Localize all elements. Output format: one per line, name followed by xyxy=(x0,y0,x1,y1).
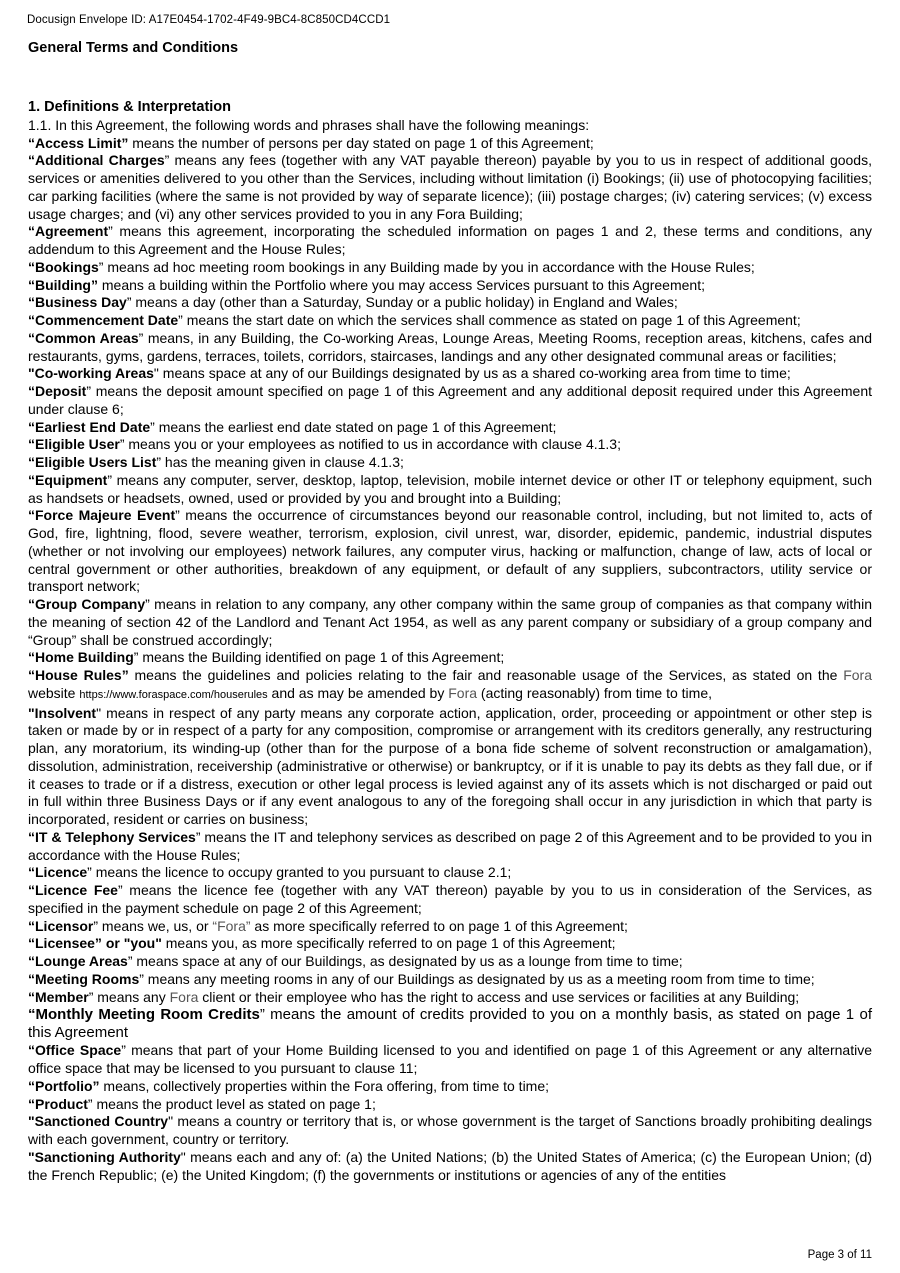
definition-monthly-credits xyxy=(28,1006,872,1042)
definition-house-rules xyxy=(28,667,872,705)
definition-text: ” means the amount of credits provided to you on a monthly basis, as stated on page 1 of this Agreement xyxy=(28,1006,872,1042)
definition-text: (acting reasonably) from time to time, xyxy=(477,684,713,701)
definitions-list-2 xyxy=(28,705,872,918)
definition-item xyxy=(28,330,872,366)
definition-term: “Home Building xyxy=(28,649,134,666)
definition-item xyxy=(28,223,872,259)
definition-text: ” means any meeting rooms in any of our Buildings as designated by us as a meeting room from time to time; xyxy=(139,970,815,987)
definitions-section xyxy=(28,99,872,1184)
definition-term: “Force Majeure Event xyxy=(28,507,176,524)
definition-item xyxy=(28,152,872,223)
definition-text: ” means the start date on which the services shall commence as stated on page 1 of this Agreement; xyxy=(178,312,801,328)
definition-term: “Licensee” or "you" xyxy=(28,935,162,952)
definition-text: ” means the licence to occupy granted to you pursuant to clause 2.1; xyxy=(87,864,512,881)
definition-text: ” has the meaning given in clause 4.1.3; xyxy=(156,454,404,470)
definition-text: ” means that part of your Home Building licensed to you and identified on page 1 of this Agreement or any alternative office space that may be licensed to you pursuant to clause 11; xyxy=(28,1042,872,1076)
definition-text: " means each and any of: (a) the United Nations; (b) the United States of America; (c) the European Union; (d) the French Republic; (e) the United Kingdom; (f) the governments or institutions or agencies of any of the entities xyxy=(28,1148,872,1183)
definition-text: ” means we, us, or xyxy=(93,917,213,934)
definition-licensor xyxy=(28,918,872,936)
definition-text: ” means in relation to any company, any other company within the same group of companies as that company within the meaning of section 42 of the Landlord and Tenant Act 1954, as well as any parent company or subsidiary of a group company and “Group” shall be construed accordingly; xyxy=(28,596,872,648)
definition-item xyxy=(28,596,872,649)
definition-text: ” means any xyxy=(88,988,170,1005)
definition-item xyxy=(28,935,872,953)
definition-item xyxy=(28,312,872,330)
definition-term: “Earliest End Date xyxy=(28,418,151,435)
definition-text: ” means the Building identified on page 1 of this Agreement; xyxy=(133,649,505,666)
fora-name: Fora xyxy=(169,988,199,1005)
definition-term: "Insolvent xyxy=(28,704,97,721)
definition-item xyxy=(28,135,872,153)
definition-term: “Licence xyxy=(28,864,88,881)
definition-term: “Equipment xyxy=(28,471,108,488)
definition-term: “Deposit xyxy=(28,383,87,399)
definition-text: website xyxy=(28,684,80,701)
definition-term: “House Rules” xyxy=(28,667,129,683)
definition-text: ” means, in any Building, the Co-working Areas, Lounge Areas, Meeting Rooms, reception areas, kitchens, cafes and restaurants, gyms, gardens, terraces, toilets, corridors, staircases, landings and any other designated communal areas or facilities; xyxy=(28,329,872,364)
definition-text: ” means the deposit amount specified on page 1 of this Agreement and any additional deposit required under this Agreement under clause 6; xyxy=(28,383,872,417)
fora-name: Fora xyxy=(843,667,872,683)
definition-term: "Sanctioned Country xyxy=(28,1113,169,1130)
definition-term: “Eligible Users List xyxy=(28,454,157,470)
section-heading: 1. Definitions & Interpretation xyxy=(28,99,232,115)
definition-item xyxy=(28,971,872,989)
definition-item xyxy=(28,365,872,383)
definition-text: ” means you or your employees as notified to us in accordance with clause 4.1.3; xyxy=(119,436,621,453)
definition-term: “Meeting Rooms xyxy=(28,970,140,987)
definition-text: ” means any computer, server, desktop, laptop, television, mobile internet device or other IT or telephony equipment, such as handsets or headsets, owned, used or provided by you and brought into a Building; xyxy=(28,471,872,506)
definition-text: ” means this agreement, incorporating the scheduled information on pages 1 and 2, these terms and conditions, any addendum to this Agreement and the House Rules; xyxy=(28,223,872,257)
definitions-list-4 xyxy=(28,1042,872,1184)
definition-text: ” means ad hoc meeting room bookings in any Building made by you in accordance with the House Rules; xyxy=(98,258,755,275)
intro-paragraph: 1.1. In this Agreement, the following words and phrases shall have the following meanings: xyxy=(28,116,590,133)
definition-item xyxy=(28,1096,872,1114)
definition-text: and as may be amended by xyxy=(267,684,449,701)
definition-term: “Access Limit” xyxy=(28,134,129,151)
definition-term: “Licensor xyxy=(28,917,94,934)
definition-term: “Group Company xyxy=(28,596,146,612)
definition-item xyxy=(28,953,872,971)
definition-text: " means space at any of our Buildings designated by us as a shared co-working area from time to time; xyxy=(153,365,791,382)
definition-item xyxy=(28,649,872,667)
definition-text: ” means a day (other than a Saturday, Sunday or a public holiday) in England and Wales; xyxy=(126,294,678,311)
fora-name: “Fora” xyxy=(212,917,251,934)
definition-item xyxy=(28,259,872,277)
definition-text: ” means space at any of our Buildings, as designated by us as a lounge from time to time; xyxy=(127,953,683,969)
definition-term: “Member xyxy=(28,988,89,1005)
definition-text: means, collectively properties within the Fora offering, from time to time; xyxy=(99,1077,550,1094)
definition-text: ” means the licence fee (together with any VAT thereon) payable by you to us in consideration of the Services, as specified in the payment schedule on page 2 of this Agreement; xyxy=(28,882,872,916)
definition-item xyxy=(28,829,872,865)
definitions-list-1 xyxy=(28,135,872,668)
definition-item xyxy=(28,277,872,295)
definition-item xyxy=(28,507,872,596)
page-number: Page 3 of 11 xyxy=(807,1249,872,1261)
definition-item xyxy=(28,383,872,419)
definition-term: “Business Day xyxy=(28,294,127,311)
definition-term: “Monthly Meeting Room Credits xyxy=(28,1006,260,1024)
definition-text: ” means the product level as stated on page 1; xyxy=(87,1095,376,1112)
definition-item xyxy=(28,294,872,312)
envelope-id: Docusign Envelope ID: A17E0454-1702-4F49-9BC4-8C850CD4CCD1 xyxy=(27,14,391,26)
house-rules-url: https://www.foraspace.com/houserules xyxy=(79,688,268,701)
definition-item xyxy=(28,1149,872,1185)
definition-term: “Building” xyxy=(28,276,98,293)
definition-term: “Commencement Date xyxy=(28,312,179,328)
definition-text: means you, as more specifically referred to on page 1 of this Agreement; xyxy=(161,935,616,952)
definition-term: "Co-working Areas xyxy=(28,365,154,382)
definition-term: “Eligible User xyxy=(28,436,120,453)
definition-text: means the guidelines and policies relating to the fair and reasonable usage of the Services, as stated on the xyxy=(128,667,844,683)
definition-text: " means in respect of any party means any corporate action, application, order, proceeding or appointment or other step is taken or made by or in respect of a party for any composition, compromise or arrangement with its creditors generally, any restructuring plan, any moratorium, its winding-up (other than for the purpose of a bona fide scheme of solvent reconstruction or amalgamation), dissolution, administration, receivership (administrative or otherwise) or bankruptcy, or if it is unable to pay its debts as they fall due, or if it ceases to trade or if a distress, execution or other legal process is levied against any of its assets which is not discharged or paid out in full within three Business Days or if any event analogous to any of the foregoing shall occur in any jurisdiction in which that party is incorporated, resident or carries on business; xyxy=(28,704,872,827)
definition-text: " means a country or territory that is, or whose government is the target of Sanctions broadly prohibiting dealings with each government, country or territory. xyxy=(28,1113,872,1147)
definition-text: ” means the IT and telephony services as described on page 2 of this Agreement and to be provided to you in accordance with the House Rules; xyxy=(28,828,872,863)
fora-name: Fora xyxy=(448,684,478,701)
definition-item xyxy=(28,1078,872,1096)
definition-item xyxy=(28,419,872,437)
definition-term: “Product xyxy=(28,1095,88,1112)
definition-item xyxy=(28,454,872,472)
definition-term: “Agreement xyxy=(28,223,109,240)
definition-item xyxy=(28,472,872,508)
definition-term: “IT & Telephony Services xyxy=(28,828,196,845)
definition-text: client or their employee who has the right to access and use services or facilities at any Building; xyxy=(198,988,800,1005)
definition-item xyxy=(28,705,872,829)
definition-item xyxy=(28,436,872,454)
definition-member xyxy=(28,989,872,1007)
definition-item xyxy=(28,1042,872,1078)
definition-term: “Bookings xyxy=(28,258,99,275)
definition-text: as more specifically referred to on page 1 of this Agreement; xyxy=(250,917,628,934)
definition-item xyxy=(28,1113,872,1149)
definition-term: “Lounge Areas xyxy=(28,953,128,969)
definition-text: ” means the earliest end date stated on page 1 of this Agreement; xyxy=(150,418,557,435)
definition-term: "Sanctioning Authority xyxy=(28,1148,181,1165)
definition-item xyxy=(28,864,872,882)
definitions-list-3 xyxy=(28,935,872,988)
definition-term: “Common Areas xyxy=(28,329,139,346)
definition-text: ” means the occurrence of circumstances beyond our reasonable control, including, but not limited to, acts of God, fire, lightning, flood, severe weather, terrorism, explosion, civil unrest, war, disorder, epidemic, pandemic, industrial disputes (whether or not involving our employees) network failures, any computer virus, hacking or malfunction, change of law, acts of local or central government or other authorities, breakdown of any equipment, or default of any suppliers, subcontractors, utility service or transport network; xyxy=(28,507,873,595)
definition-text: ” means any fees (together with any VAT payable thereon) payable by you to us in respect of additional goods, services or amenities delivered to you other than the Services, including without limitation (i) Bookings; (ii) use of photocopying facilities; car parking facilities (where the same is not provided by way of separate licence); (iii) postage charges; (iv) catering services; (v) excess usage charges; and (vi) any other services provided to you in any Fora Building; xyxy=(28,152,872,222)
definition-term: “Additional Charges xyxy=(28,152,165,169)
definition-text: means a building within the Portfolio where you may access Services pursuant to this Agreement; xyxy=(98,276,705,293)
definition-term: “Office Space xyxy=(28,1042,122,1059)
definition-term: “Licence Fee xyxy=(28,882,118,898)
document-title: General Terms and Conditions xyxy=(28,40,239,56)
definition-item xyxy=(28,882,872,918)
definition-term: “Portfolio” xyxy=(28,1077,100,1094)
definition-text: means the number of persons per day stated on page 1 of this Agreement; xyxy=(128,134,594,151)
